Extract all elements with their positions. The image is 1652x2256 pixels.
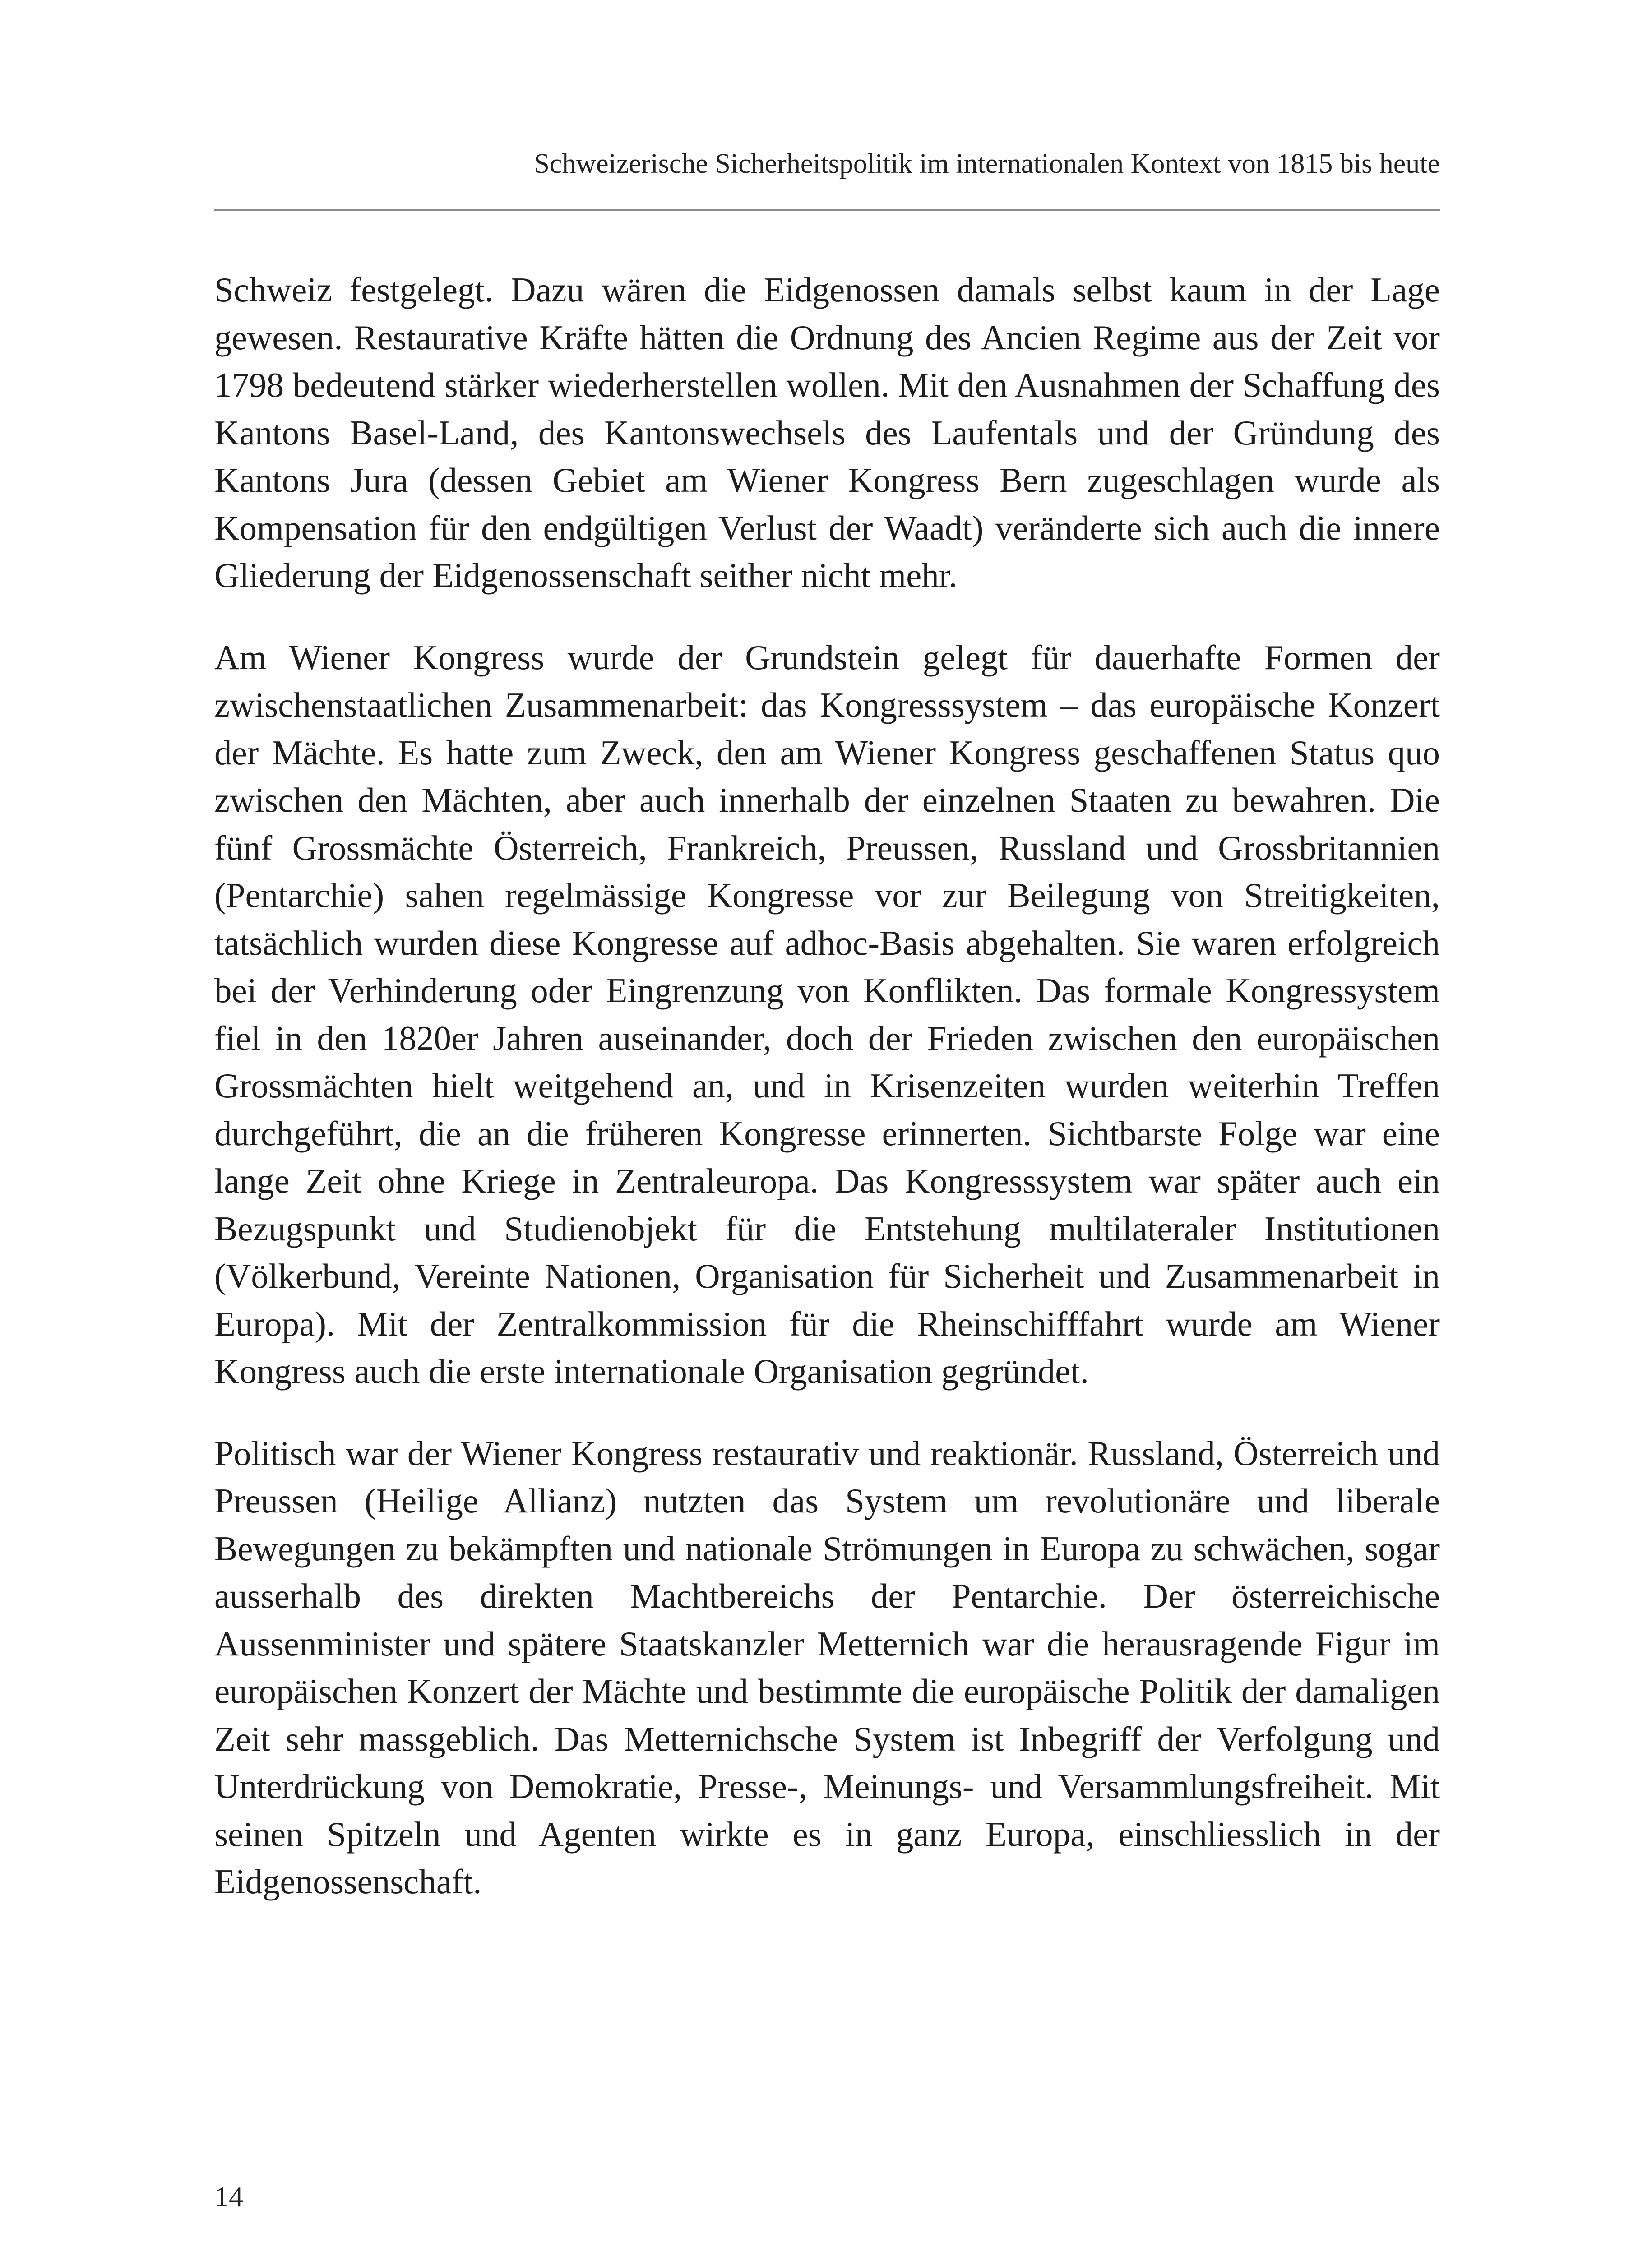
header-divider [214,209,1440,211]
paragraph-3: Politisch war der Wiener Kongress restaurativ und reaktionär. Russland, Österreich und Preussen (Heilige Allianz) nutzten das System um revolutionäre und liberale Bewegungen zu bekämpften und nationale Strömungen in Europa zu schwächen, sogar ausserhalb des direkten Machtbereichs der Pentarchie. Der österreichische Aussenminister und spätere Staatskanzler Metternich war die herausragende Figur im europäischen Konzert der Mächte und bestimmte die europäische Politik der damaligen Zeit sehr massgeblich. Das Metternichsche System ist Inbegriff der Verfolgung und Unterdrückung von Demokratie, Presse-, Meinungs- und Versammlungsfreiheit. Mit seinen Spitzeln und Agenten wirkte es in ganz Europa, einschliesslich in der Eidgenossenschaft. [214,1433,1440,1901]
paragraph-2: Am Wiener Kongress wurde der Grundstein gelegt für dauerhafte Formen der zwischenstaatlichen Zusammenarbeit: das Kongresssystem – das europäische Konzert der Mächte. Es hatte zum Zweck, den am Wiener Kongress geschaffenen Status quo zwischen den Mächten, aber auch innerhalb der einzelnen Staaten zu bewahren. Die fünf Grossmächte Österreich, Frankreich, Preussen, Russland und Grossbritannien (Pentarchie) sahen regelmässige Kongresse vor zur Beilegung von Streitigkeiten, tatsächlich wurden diese Kongresse auf adhoc-Basis abgehalten. Sie waren erfolgreich bei der Verhinderung oder Eingrenzung von Konflikten. Das formale Kongressystem fiel in den 1820er Jahren auseinander, doch der Frieden zwischen den europäischen Grossmächten hielt weitgehend an, und in Krisenzeiten wurden weiterhin Treffen durchgeführt, die an die früheren Kongresse erinnerten. Sichtbarste Folge war eine lange Zeit ohne Kriege in Zentraleuropa. Das Kongresssystem war später auch ein Bezugspunkt und Studienobjekt für die Entstehung multilateraler Institutionen (Völkerbund, Vereinte Nationen, Organisation für Sicherheit und Zusammenarbeit in Europa). Mit der Zentralkommission für die Rheinschifffahrt wurde am Wiener Kongress auch die erste internationale Organisation gegründet. [214,638,1440,1391]
body-text [214,266,1440,1940]
page-number: 14 [214,2181,243,2213]
paragraph-1: Schweiz festgelegt. Dazu wären die Eidgenossen damals selbst kaum in der Lage gewesen. Restaurative Kräfte hätten die Ordnung des Ancien Regime aus der Zeit vor 1798 bedeutend stärker wiederherstellen wollen. Mit den Ausnahmen der Schaffung des Kantons Basel-Land, des Kantonswechsels des Laufentals und der Gründung des Kantons Jura (dessen Gebiet am Wiener Kongress Bern zugeschlagen wurde als Kompensation für den endgültigen Verlust der Waadt) veränderte sich auch die innere Gliederung der Eidgenossenschaft seither nicht mehr. [214,270,1440,595]
running-header: Schweizerische Sicherheitspolitik im internationalen Kontext von 1815 bis heute [534,148,1440,179]
